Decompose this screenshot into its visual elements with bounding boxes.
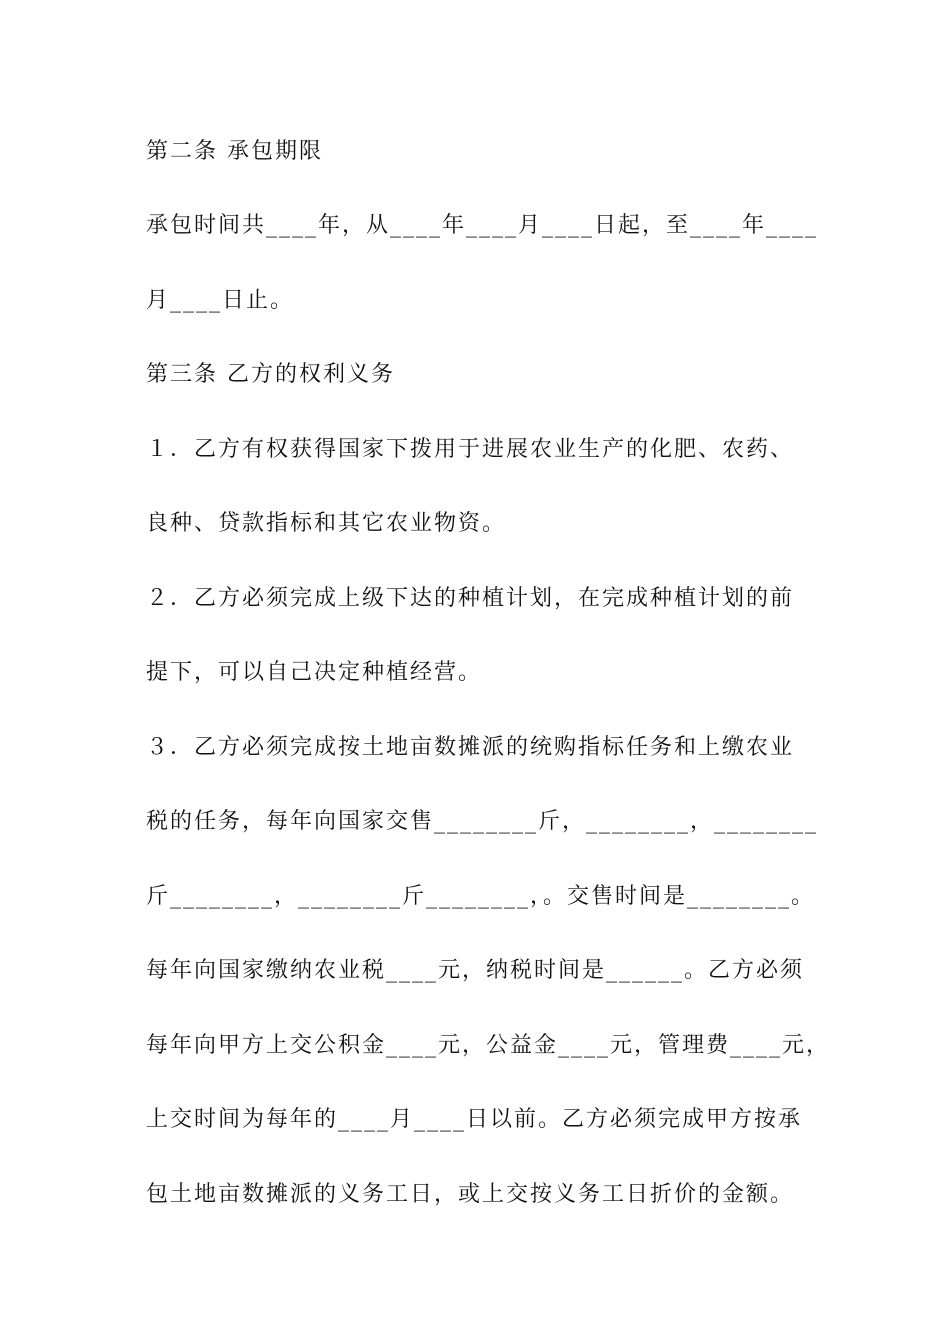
clause-2-line-1: ２．乙方必须完成上级下达的种植计划，在完成种植计划的前: [146, 586, 795, 611]
clause-3-line-4: 每年向国家缴纳农业税____元，纳税时间是______。乙方必须: [146, 958, 805, 983]
clause-1-line-1: １．乙方有权获得国家下拨用于进展农业生产的化肥、农药、: [146, 437, 795, 462]
clause-3-line-6: 上交时间为每年的____月____日以前。乙方必须完成甲方按承: [146, 1107, 803, 1132]
article-3-heading: 第三条 乙方的权利义务: [146, 362, 395, 387]
clause-3-line-1: ３．乙方必须完成按土地亩数摊派的统购指标任务和上缴农业: [146, 735, 795, 760]
clause-3-line-2: 税的任务，每年向国家交售________斤，________，________: [146, 809, 819, 834]
article-2-heading: 第二条 承包期限: [146, 139, 323, 164]
clause-2-line-2: 提下，可以自己决定种植经营。: [146, 660, 483, 685]
clause-3-line-3: 斤________，________斤________，。交售时间是________。: [146, 884, 816, 909]
contract-term-line-2: 月____日止。: [146, 288, 295, 313]
clause-3-line-7: 包土地亩数摊派的义务工日，或上交按义务工日折价的金额。: [146, 1182, 795, 1207]
clause-3-line-5: 每年向甲方上交公积金____元，公益金____元，管理费____元，: [146, 1033, 831, 1058]
clause-1-line-2: 良种、贷款指标和其它农业物资。: [146, 511, 507, 536]
contract-term-line-1: 承包时间共____年，从____年____月____日起，至____年____: [146, 213, 819, 238]
